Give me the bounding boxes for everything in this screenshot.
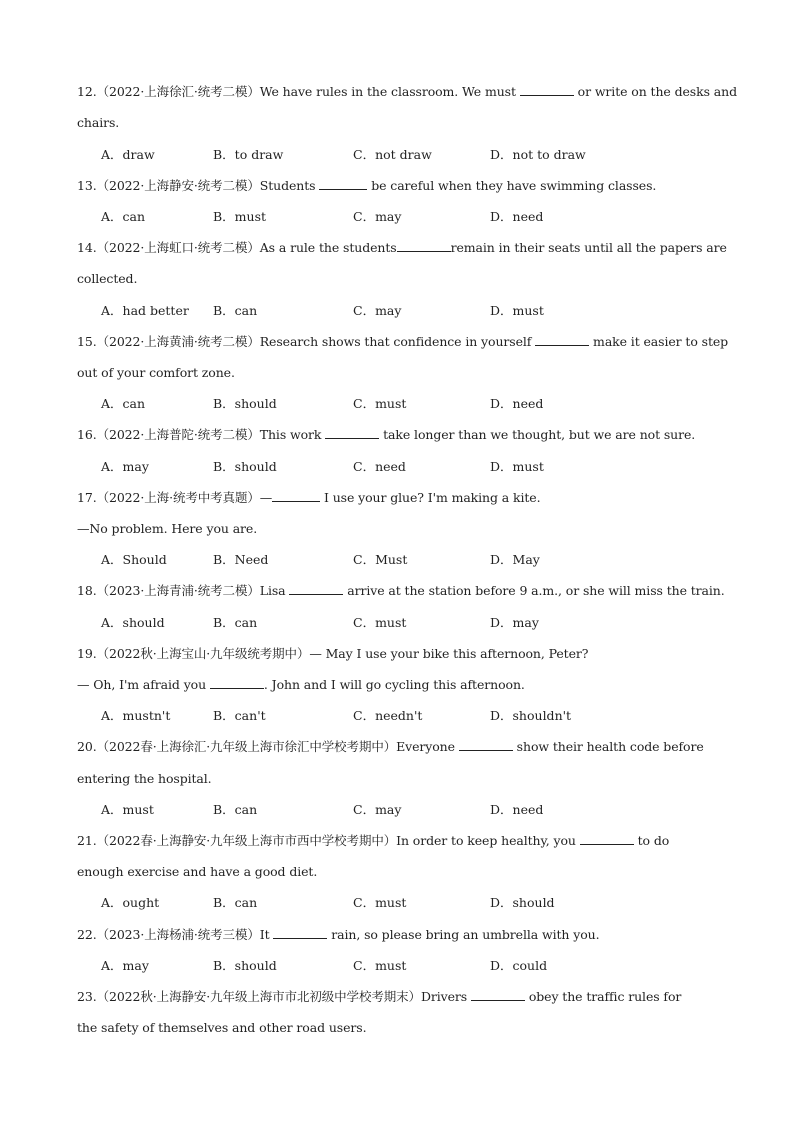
option-b: B．can (213, 615, 258, 630)
question-18-options (101, 615, 741, 631)
question-13-stem: 13.（2022·上海静安·统考二模）Students be careful when they have swimming classes. (77, 178, 657, 193)
question-14-options (101, 303, 741, 319)
answer-blank (520, 84, 574, 96)
question-19-stem-cont: — Oh, I'm afraid you . John and I will go cycling this afternoon. (77, 677, 525, 692)
option-a: A．mustn't (101, 708, 171, 723)
option-b: B．must (213, 209, 267, 224)
question-15-stem-cont: out of your comfort zone. (77, 365, 235, 380)
option-c: C．may (353, 303, 402, 318)
answer-blank (535, 334, 589, 346)
question-21-stem: 21.（2022春·上海静安·九年级上海市市西中学校考期中）In order to keep healthy, you to do (77, 833, 670, 848)
option-d: D．need (490, 209, 544, 224)
option-c: C．not draw (353, 147, 432, 162)
question-14-stem-cont: collected. (77, 271, 138, 286)
option-a: A．had better (101, 303, 189, 318)
question-20-options (101, 802, 741, 818)
option-a: A．Should (101, 552, 167, 567)
option-d: D．need (490, 396, 544, 411)
question-20-stem-cont: entering the hospital. (77, 771, 212, 786)
answer-blank (273, 927, 327, 939)
question-17-stem: 17.（2022·上海·统考中考真题）— I use your glue? I'm making a kite. (77, 490, 541, 505)
option-b: B．should (213, 958, 277, 973)
answer-blank (580, 833, 634, 845)
question-19-stem: 19.（2022秋·上海宝山·九年级统考期中）— May I use your bike this afternoon, Peter? (77, 646, 589, 661)
option-d: D．shouldn't (490, 708, 572, 723)
answer-blank (210, 677, 264, 689)
option-b: B．can (213, 802, 258, 817)
option-d: D．must (490, 459, 544, 474)
question-16-options (101, 459, 741, 475)
option-d: D．need (490, 802, 544, 817)
option-a: A．can (101, 209, 146, 224)
question-18-stem: 18.（2023·上海青浦·统考二模）Lisa arrive at the station before 9 a.m., or she will miss the train. (77, 583, 725, 598)
option-d: D．not to draw (490, 147, 586, 162)
question-23-stem: 23.（2022秋·上海静安·九年级上海市市北初级中学校考期末）Drivers obey the traffic rules for (77, 989, 682, 1004)
question-17-stem-cont: —No problem. Here you are. (77, 521, 258, 536)
option-d: D．must (490, 303, 544, 318)
option-c: C．may (353, 802, 402, 817)
answer-blank (272, 490, 320, 502)
option-b: B．can (213, 303, 258, 318)
option-d: D．May (490, 552, 540, 567)
option-a: A．may (101, 958, 149, 973)
option-b: B．can (213, 895, 258, 910)
question-14-stem: 14.（2022·上海虹口·统考二模）As a rule the students remain in their seats until all the papers are (77, 240, 727, 255)
question-15-options (101, 396, 741, 412)
answer-blank (325, 427, 379, 439)
answer-blank (319, 178, 367, 190)
option-c: C．may (353, 209, 402, 224)
answer-blank (471, 989, 525, 1001)
question-16-stem: 16.（2022·上海普陀·统考二模）This work take longer than we thought, but we are not sure. (77, 427, 696, 442)
option-a: A．must (101, 802, 154, 817)
question-13-options (101, 209, 741, 225)
option-d: D．should (490, 895, 555, 910)
question-22-options (101, 958, 741, 974)
option-a: A．can (101, 396, 146, 411)
question-12-stem: 12.（2022·上海徐汇·统考二模）We have rules in the classroom. We must or write on the desks and (77, 84, 737, 99)
option-b: B．Need (213, 552, 269, 567)
option-c: C．need (353, 459, 406, 474)
question-19-options (101, 708, 741, 724)
answer-blank (397, 240, 451, 252)
option-a: A．should (101, 615, 165, 630)
question-15-stem: 15.（2022·上海黄浦·统考二模）Research shows that confidence in yourself make it easier to step (77, 334, 729, 349)
question-23-stem-cont: the safety of themselves and other road users. (77, 1020, 367, 1035)
question-12-stem-cont: chairs. (77, 115, 120, 130)
option-b: B．should (213, 396, 277, 411)
answer-blank (459, 739, 513, 751)
option-a: A．draw (101, 147, 155, 162)
option-b: B．can't (213, 708, 266, 723)
option-c: C．must (353, 958, 407, 973)
option-c: C．must (353, 615, 407, 630)
option-d: D．may (490, 615, 539, 630)
option-c: C．must (353, 895, 407, 910)
option-c: C．must (353, 396, 407, 411)
question-17-options (101, 552, 741, 568)
option-a: A．ought (101, 895, 160, 910)
question-12-options (101, 147, 741, 163)
answer-blank (289, 583, 343, 595)
option-a: A．may (101, 459, 149, 474)
question-20-stem: 20.（2022春·上海徐汇·九年级上海市徐汇中学校考期中）Everyone show their health code before (77, 739, 704, 754)
question-22-stem: 22.（2023·上海杨浦·统考三模）It rain, so please bring an umbrella with you. (77, 927, 600, 942)
question-21-stem-cont: enough exercise and have a good diet. (77, 864, 318, 879)
option-b: B．to draw (213, 147, 284, 162)
option-d: D．could (490, 958, 548, 973)
question-21-options (101, 895, 741, 911)
option-c: C．needn't (353, 708, 423, 723)
option-b: B．should (213, 459, 277, 474)
option-c: C．Must (353, 552, 408, 567)
